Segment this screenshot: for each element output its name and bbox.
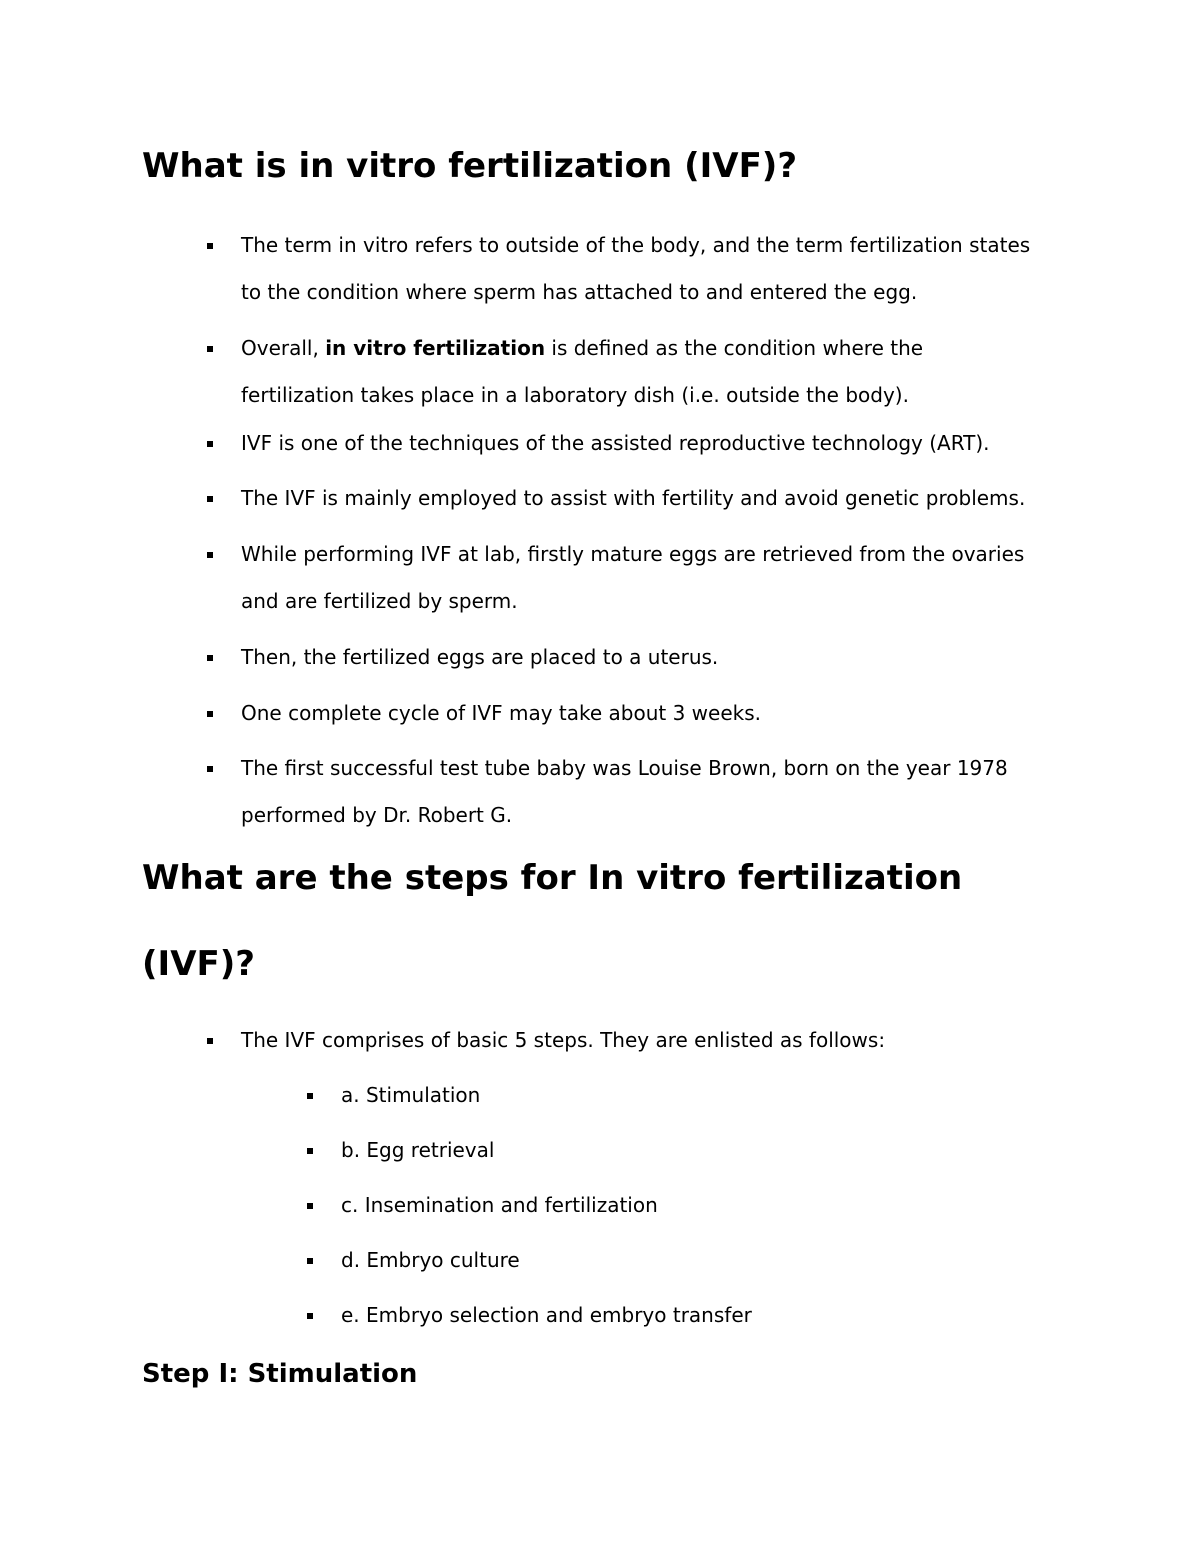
bullet-text: IVF is one of the techniques of the assisted reproductive technology (ART). xyxy=(241,431,990,455)
square-bullet-icon xyxy=(207,711,213,717)
bullet-item-7 xyxy=(241,690,1061,737)
sub-bullet-text: d. Embryo culture xyxy=(341,1248,520,1272)
bullet-item-5 xyxy=(241,531,1061,625)
heading-what-is-ivf: What is in vitro fertilization (IVF)? xyxy=(142,146,798,186)
bullet-text-prefix: Overall, xyxy=(241,336,326,360)
bullet-text: One complete cycle of IVF may take about 3 weeks. xyxy=(241,701,762,725)
bullet-text: performed by Dr. Robert G. xyxy=(241,803,513,827)
sub-bullet-text: a. Stimulation xyxy=(341,1083,481,1107)
square-bullet-icon xyxy=(307,1203,313,1209)
bullet-text: The IVF is mainly employed to assist with fertility and avoid genetic problems. xyxy=(241,486,1026,510)
square-bullet-icon xyxy=(307,1258,313,1264)
sub-bullet-text: b. Egg retrieval xyxy=(341,1138,495,1162)
bullet-text-suffix: is defined as the condition where the xyxy=(545,336,924,360)
square-bullet-icon xyxy=(207,1038,213,1044)
bold-term: in vitro fertilization xyxy=(325,336,546,360)
square-bullet-icon xyxy=(207,552,213,558)
sub-bullet-item-5 xyxy=(341,1292,1061,1339)
bullet-text: Then, the fertilized eggs are placed to a uterus. xyxy=(241,645,719,669)
sub-bullet-text: e. Embryo selection and embryo transfer xyxy=(341,1303,752,1327)
bullet-text: to the condition where sperm has attached to and entered the egg. xyxy=(241,280,918,304)
sub-bullet-item-3 xyxy=(341,1182,1061,1229)
bullet-item-1 xyxy=(241,222,1061,316)
sub-bullet-item-1 xyxy=(341,1072,1061,1119)
bullet-item-steps-intro xyxy=(241,1017,1061,1064)
square-bullet-icon xyxy=(307,1148,313,1154)
bullet-text xyxy=(241,325,1061,372)
heading-ivf-steps-line1: What are the steps for In vitro fertilization xyxy=(142,858,963,898)
square-bullet-icon xyxy=(307,1093,313,1099)
bullet-item-3 xyxy=(241,420,1061,467)
heading-ivf-steps-line2: (IVF)? xyxy=(142,944,255,984)
bullet-text: The IVF comprises of basic 5 steps. They are enlisted as follows: xyxy=(241,1028,886,1052)
square-bullet-icon xyxy=(207,655,213,661)
square-bullet-icon xyxy=(207,243,213,249)
sub-bullet-item-2 xyxy=(341,1127,1061,1174)
bullet-text: While performing IVF at lab, firstly mature eggs are retrieved from the ovaries xyxy=(241,542,1025,566)
bullet-item-2 xyxy=(241,325,1061,419)
square-bullet-icon xyxy=(307,1313,313,1319)
bullet-text: and are fertilized by sperm. xyxy=(241,589,518,613)
bullet-item-8 xyxy=(241,745,1061,839)
square-bullet-icon xyxy=(207,496,213,502)
bullet-item-4 xyxy=(241,475,1061,522)
bullet-item-6 xyxy=(241,634,1061,681)
square-bullet-icon xyxy=(207,346,213,352)
bullet-text: The first successful test tube baby was Louise Brown, born on the year 1978 xyxy=(241,756,1008,780)
square-bullet-icon xyxy=(207,441,213,447)
square-bullet-icon xyxy=(207,766,213,772)
sub-bullet-item-4 xyxy=(341,1237,1061,1284)
sub-bullet-text: c. Insemination and fertilization xyxy=(341,1193,658,1217)
heading-step-1-stimulation: Step I: Stimulation xyxy=(142,1359,418,1389)
bullet-text: The term in vitro refers to outside of the body, and the term fertilization states xyxy=(241,233,1031,257)
bullet-text: fertilization takes place in a laboratory dish (i.e. outside the body). xyxy=(241,383,909,407)
